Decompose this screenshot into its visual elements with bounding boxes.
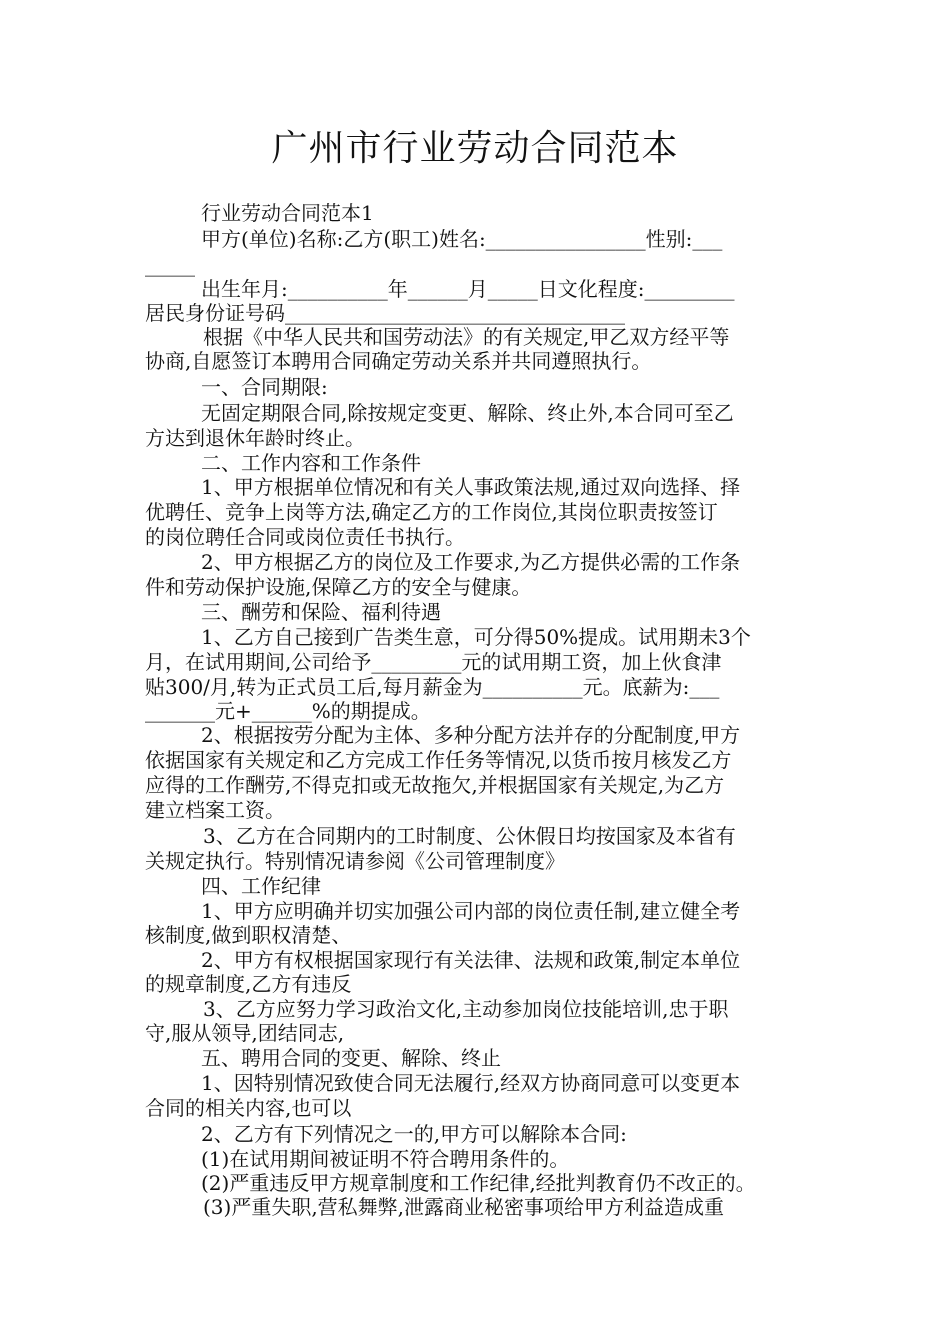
paragraph-line: 应得的工作酬劳,不得克扣或无故拖欠,并根据国家有关规定,为乙方 [145, 773, 725, 797]
paragraph-line: 1、甲方根据单位情况和有关人事政策法规,通过双向选择、择 [201, 475, 741, 499]
paragraph-line: 件和劳动保护设施,保障乙方的安全与健康。 [145, 575, 532, 599]
document-title: 广州市行业劳动合同范本 [271, 128, 679, 169]
list-item: (1)在试用期间被证明不符合聘用条件的。 [201, 1147, 570, 1171]
paragraph-line: 月，在试用期间,公司给予_________元的试用期工资，加上伙食津 [145, 650, 722, 674]
paragraph-line: 3、乙方应努力学习政治文化,主动参加岗位技能培训,忠于职 [203, 997, 729, 1021]
party-name-line: 甲方(单位)名称:乙方(职工)姓名:________________性别:___ [201, 227, 723, 251]
paragraph-line: 方达到退休年龄时终止。 [145, 426, 365, 450]
paragraph-line: 2、甲方有权根据国家现行有关法律、法规和政策,制定本单位 [201, 948, 741, 972]
paragraph-line: 3、乙方在合同期内的工时制度、公休假日均按国家及本省有 [203, 824, 736, 848]
contract-subtitle: 行业劳动合同范本1 [201, 201, 374, 225]
paragraph-line: 贴300/月,转为正式员工后,每月薪金为__________元。底薪为:___ [145, 675, 720, 699]
section-heading: 四、工作纪律 [201, 874, 321, 898]
paragraph-line: 关规定执行。特别情况请参阅《公司管理制度》 [145, 849, 565, 873]
section-heading: 二、工作内容和工作条件 [201, 451, 421, 475]
blank-line: _____ [145, 253, 195, 277]
paragraph-line: 的规章制度,乙方有违反 [145, 972, 352, 996]
birth-date-line: 出生年月:__________年______月_____日文化程度:_________ [201, 277, 735, 301]
paragraph-line: 无固定期限合同,除按规定变更、解除、终止外,本合同可至乙 [201, 401, 734, 425]
list-item: (3)严重失职,营私舞弊,泄露商业秘密事项给甲方利益造成重 [203, 1195, 725, 1219]
paragraph-line: 协商,自愿签订本聘用合同确定劳动关系并共同遵照执行。 [145, 349, 652, 373]
paragraph-line: 合同的相关内容,也可以 [145, 1096, 352, 1120]
section-heading: 一、合同期限: [201, 375, 328, 399]
paragraph-line: 依据国家有关规定和乙方完成工作任务等情况,以货币按月核发乙方 [145, 748, 732, 772]
paragraph-line: 守,服从领导,团结同志, [145, 1021, 345, 1045]
paragraph-line: 建立档案工资。 [145, 798, 285, 822]
paragraph-line: 2、乙方有下列情况之一的,甲方可以解除本合同: [201, 1122, 627, 1146]
paragraph-line: 根据《中华人民共和国劳动法》的有关规定,甲乙双方经平等 [203, 325, 730, 349]
section-heading: 五、聘用合同的变更、解除、终止 [201, 1046, 501, 1070]
paragraph-line: 核制度,做到职权清楚、 [145, 923, 352, 947]
paragraph-line: 2、甲方根据乙方的岗位及工作要求,为乙方提供必需的工作条 [201, 550, 741, 574]
section-heading: 三、酬劳和保险、福利待遇 [201, 600, 441, 624]
id-number-line: 居民身份证号码__________________________________ [145, 301, 625, 325]
paragraph-line: 的岗位聘任合同或岗位责任书执行。 [145, 525, 465, 549]
paragraph-line: 1、乙方自己接到广告类生意，可分得50%提成。试用期未3个 [201, 625, 751, 649]
paragraph-line: 优聘任、竞争上岗等方法,确定乙方的工作岗位,其岗位职责按签订 [145, 500, 718, 524]
paragraph-line: 1、因特别情况致使合同无法履行,经双方协商同意可以变更本 [201, 1071, 741, 1095]
paragraph-line: 2、根据按劳分配为主体、多种分配方法并存的分配制度,甲方 [201, 723, 741, 747]
paragraph-line: _______元+______%的期提成。 [145, 699, 431, 723]
list-item: (2)严重违反甲方规章制度和工作纪律,经批判教育仍不改正的。 [201, 1171, 756, 1195]
paragraph-line: 1、甲方应明确并切实加强公司内部的岗位责任制,建立健全考 [201, 899, 741, 923]
